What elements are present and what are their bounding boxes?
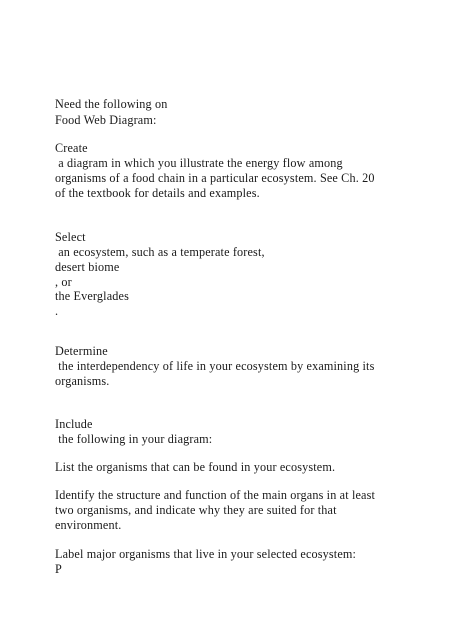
text-line: the interdependency of life in your ecosystem by examining its — [55, 359, 375, 373]
text-line: a diagram in which you illustrate the energy flow among — [55, 156, 343, 170]
text-line: Select — [55, 230, 86, 244]
text-line: , or — [55, 275, 72, 289]
text-line: the Everglades — [55, 289, 129, 303]
text-line: Determine — [55, 344, 108, 358]
text-line: Create — [55, 141, 88, 155]
text-line: Identify the structure and function of the main organs in at least — [55, 488, 376, 502]
text-line: the following in your diagram: — [55, 432, 213, 446]
text-line: of the textbook for details and examples. — [55, 186, 260, 200]
text-line: desert biome — [55, 260, 120, 274]
text-line: Need the following on — [55, 97, 168, 111]
text-line: two organisms, and indicate why they are suited for that — [55, 503, 337, 517]
text-line: Include — [55, 417, 93, 431]
text-line: Food Web Diagram: — [55, 113, 157, 127]
text-line: P — [55, 562, 62, 576]
text-line: List the organisms that can be found in your ecosystem. — [55, 460, 336, 474]
text-line: organisms. — [55, 374, 110, 388]
text-line: . — [55, 304, 59, 318]
text-line: Label major organisms that live in your selected ecosystem: — [55, 547, 357, 561]
text-line: environment. — [55, 518, 122, 532]
text-line: an ecosystem, such as a temperate forest, — [55, 245, 265, 259]
text-line: organisms of a food chain in a particular ecosystem. See Ch. 20 — [55, 171, 375, 185]
